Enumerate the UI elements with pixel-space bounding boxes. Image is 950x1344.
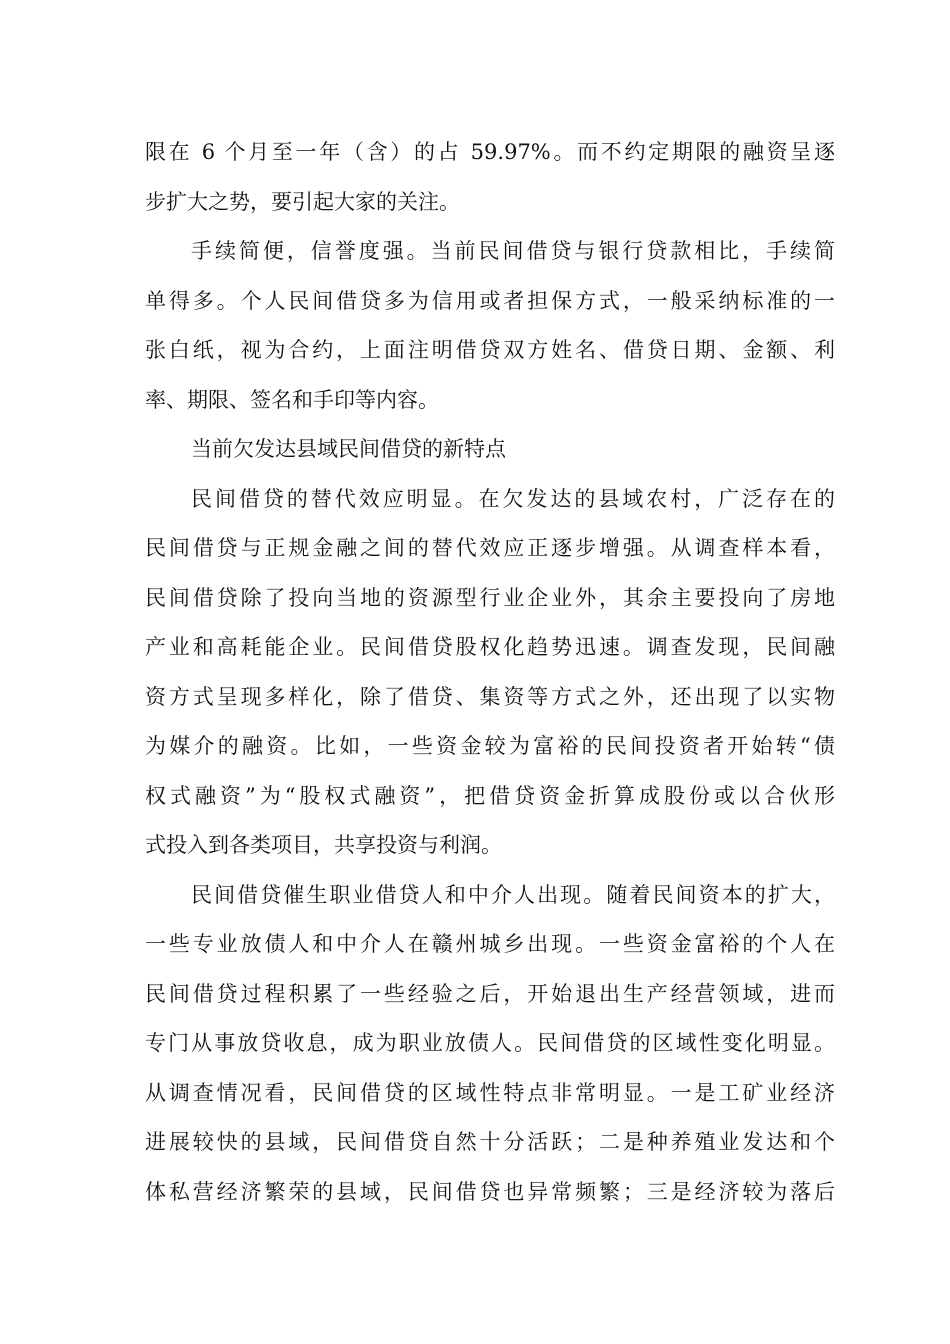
paragraph-term-limits bbox=[145, 128, 835, 227]
text-line: 体私营经济繁荣的县域，民间借贷也异常频繁；三是经济较为落后 bbox=[145, 1179, 835, 1204]
paragraph-substitution-effect bbox=[145, 475, 835, 871]
text-line: 步扩大之势，要引起大家的关注。 bbox=[145, 189, 460, 214]
text-line: 民间借贷的替代效应明显。在欠发达的县域农村，广泛存在的 bbox=[191, 486, 835, 511]
text-line: 民间借贷与正规金融之间的替代效应正逐步增强。从调查样本看， bbox=[145, 536, 835, 560]
text-line: 率、期限、签名和手印等内容。 bbox=[145, 387, 439, 412]
text-line: 民间借贷除了投向当地的资源型行业企业外，其余主要投向了房地 bbox=[145, 585, 835, 610]
text-line: 为媒介的融资。比如，一些资金较为富裕的民间投资者开始转“债 bbox=[145, 734, 835, 758]
document-body bbox=[145, 128, 835, 1217]
text-line: 专门从事放贷收息，成为职业放债人。民间借贷的区域性变化明显。 bbox=[145, 1031, 835, 1055]
text-line: 张白纸，视为合约，上面注明借贷双方姓名、借贷日期、金额、利 bbox=[145, 338, 835, 362]
text-line: 资方式呈现多样化，除了借贷、集资等方式之外，还出现了以实物 bbox=[145, 684, 835, 709]
section-heading bbox=[145, 425, 835, 475]
text-line: 单得多。个人民间借贷多为信用或者担保方式，一般采纳标准的一 bbox=[145, 288, 835, 313]
text-line: 一些专业放债人和中介人在赣州城乡出现。一些资金富裕的个人在 bbox=[145, 932, 835, 956]
heading-line: 当前欠发达县域民间借贷的新特点 bbox=[191, 437, 506, 461]
text-line: 限在 6 个月至一年（含）的占 59.97%。而不约定期限的融资呈逐 bbox=[145, 140, 835, 164]
text-line: 民间借贷过程积累了一些经验之后，开始退出生产经营领域，进而 bbox=[145, 981, 835, 1006]
text-line: 权式融资”为“股权式融资”，把借贷资金折算成股份或以合伙形 bbox=[145, 783, 835, 808]
text-line: 进展较快的县域，民间借贷自然十分活跃；二是种养殖业发达和个 bbox=[145, 1130, 835, 1154]
text-line: 手续简便，信誉度强。当前民间借贷与银行贷款相比，手续简 bbox=[191, 239, 835, 263]
paragraph-simple-procedures bbox=[145, 227, 835, 425]
text-line: 从调查情况看，民间借贷的区域性特点非常明显。一是工矿业经济 bbox=[145, 1080, 835, 1105]
text-line: 民间借贷催生职业借贷人和中介人出现。随着民间资本的扩大， bbox=[191, 882, 835, 907]
text-line: 式投入到各类项目，共享投资与利润。 bbox=[145, 833, 502, 857]
text-line: 产业和高耗能企业。民间借贷股权化趋势迅速。调查发现，民间融 bbox=[145, 635, 835, 659]
paragraph-professional-lenders bbox=[145, 871, 835, 1218]
